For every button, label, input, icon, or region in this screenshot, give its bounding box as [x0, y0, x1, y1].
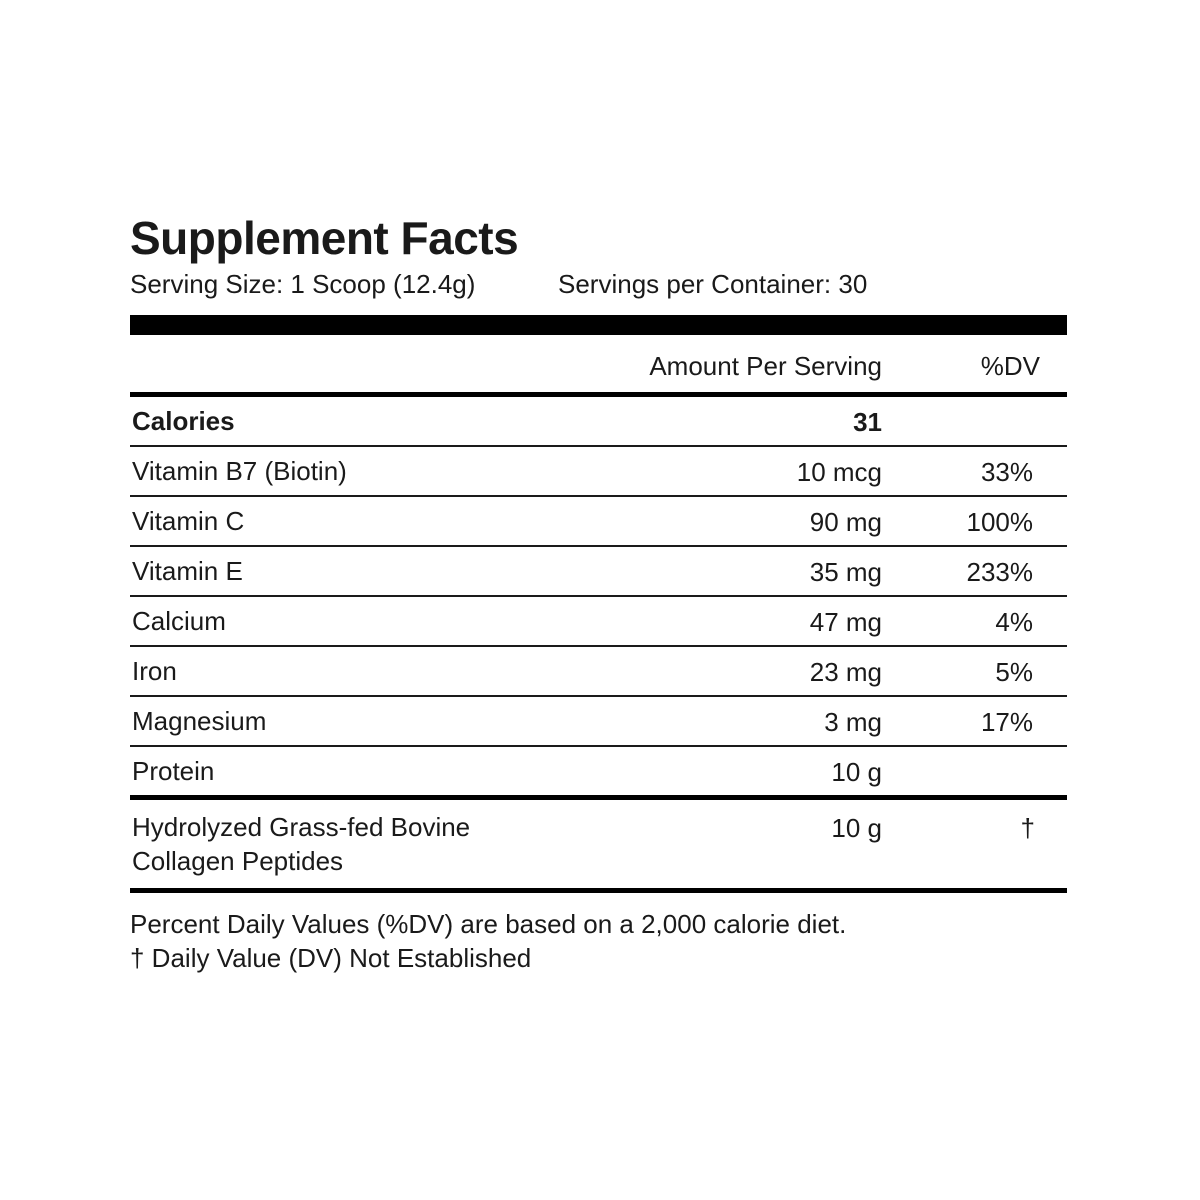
nutrient-amount: 35 mg	[809, 557, 882, 587]
panel-title: Supplement Facts	[130, 212, 519, 264]
nutrient-dv: 100%	[966, 507, 1033, 537]
nutrient-dv: 33%	[980, 457, 1033, 487]
nutrient-amount: 3 mg	[824, 707, 882, 737]
nutrient-name: Protein	[132, 756, 215, 786]
nutrient-name: Vitamin E	[132, 556, 243, 586]
calories-amount: 31	[853, 407, 882, 437]
nutrient-row-magnesium	[130, 697, 1067, 745]
nutrient-amount: 10 mcg	[796, 457, 882, 487]
calories-label: Calories	[132, 406, 235, 436]
daily-value-footnote: Percent Daily Values (%DV) are based on a 2,000 calorie diet.	[130, 909, 847, 939]
collagen-name: Hydrolyzed Grass-fed Bovine Collagen Peptides	[132, 812, 471, 876]
column-header-row	[130, 335, 1067, 392]
nutrient-amount: 23 mg	[809, 657, 882, 687]
nutrient-dv: 233%	[966, 557, 1033, 587]
servings-per-container: Servings per Container: 30	[558, 269, 868, 299]
nutrient-row-calcium	[130, 597, 1067, 645]
footnotes	[130, 907, 1067, 975]
amount-per-serving-header: Amount Per Serving	[649, 351, 882, 381]
nutrient-row-vitamin-c	[130, 497, 1067, 545]
nutrient-row-iron	[130, 647, 1067, 695]
daily-value-header: %DV	[980, 351, 1040, 381]
nutrient-name: Iron	[132, 656, 177, 686]
top-thick-bar	[130, 315, 1067, 335]
calories-row	[130, 397, 1067, 445]
nutrient-amount: 47 mg	[809, 607, 882, 637]
nutrient-amount: 90 mg	[809, 507, 882, 537]
bottom-divider	[130, 888, 1067, 893]
dagger-mark: †	[1020, 813, 1035, 843]
dagger-footnote: † Daily Value (DV) Not Established	[130, 943, 532, 973]
serving-info	[130, 267, 1067, 301]
collagen-amount: 10 g	[831, 813, 882, 843]
nutrient-amount: 10 g	[831, 757, 882, 787]
nutrient-name: Vitamin B7 (Biotin)	[132, 456, 347, 486]
nutrient-dv: 5%	[995, 657, 1033, 687]
nutrient-name: Vitamin C	[132, 506, 245, 536]
nutrient-name: Calcium	[132, 606, 226, 636]
nutrient-row-biotin	[130, 447, 1067, 495]
nutrient-dv: 4%	[995, 607, 1033, 637]
nutrient-dv: 17%	[980, 707, 1033, 737]
nutrient-name: Magnesium	[132, 706, 267, 736]
nutrient-row-vitamin-e	[130, 547, 1067, 595]
serving-size: Serving Size: 1 Scoop (12.4g)	[130, 269, 476, 299]
collagen-row	[130, 800, 1067, 888]
supplement-facts-panel	[130, 210, 1067, 975]
nutrient-row-protein	[130, 747, 1067, 795]
